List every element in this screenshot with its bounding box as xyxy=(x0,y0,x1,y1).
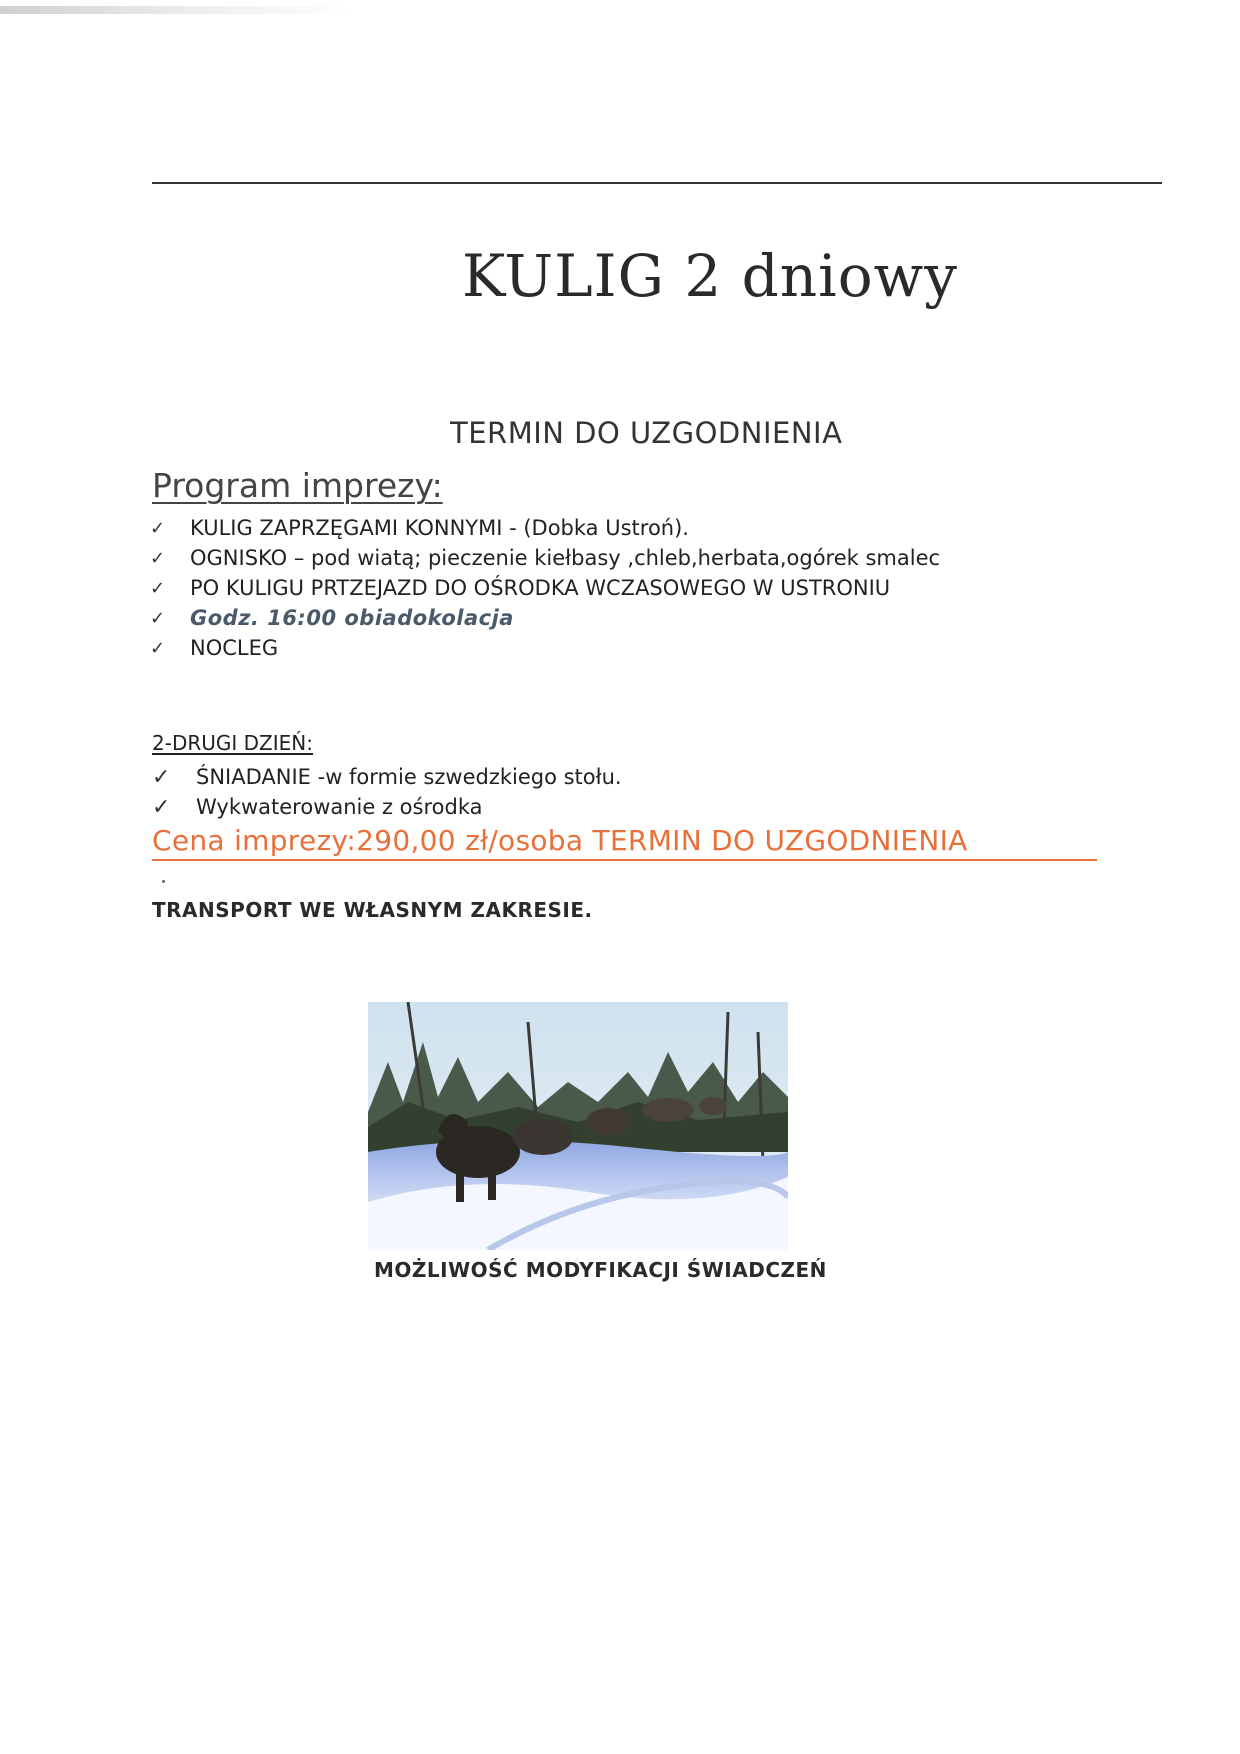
program-heading: Program imprezy: xyxy=(152,466,443,505)
program-item: NOCLEG xyxy=(190,636,279,660)
list-item xyxy=(152,792,622,822)
program-list xyxy=(150,513,940,663)
list-item xyxy=(150,603,940,633)
modification-note: MOŻLIWOŚĆ MODYFIKACJI ŚWIADCZEŃ xyxy=(374,1258,827,1282)
check-icon: ✓ xyxy=(152,764,171,790)
check-icon: ✓ xyxy=(150,577,166,599)
program-item: KULIG ZAPRZĘGAMI KONNYMI - (Dobka Ustroń). xyxy=(190,516,689,540)
top-rule xyxy=(152,182,1162,184)
day2-item: ŚNIADANIE -w formie szwedzkiego stołu. xyxy=(196,765,622,789)
scan-smudge xyxy=(0,6,350,14)
list-item xyxy=(150,543,940,573)
day2-list xyxy=(152,762,622,822)
check-icon: ✓ xyxy=(150,607,166,629)
check-icon: ✓ xyxy=(150,547,166,569)
day2-item: Wykwaterowanie z ośrodka xyxy=(196,795,483,819)
day2-heading: 2-DRUGI DZIEŃ: xyxy=(152,731,313,755)
term-heading: TERMIN DO UZGODNIENIA xyxy=(450,416,843,450)
list-item xyxy=(150,633,940,663)
page-title: KULIG 2 dniowy xyxy=(462,242,959,310)
stray-dot xyxy=(162,880,165,883)
check-icon: ✓ xyxy=(150,637,166,659)
list-item xyxy=(150,573,940,603)
list-item xyxy=(150,513,940,543)
transport-note: TRANSPORT WE WŁASNYM ZAKRESIE. xyxy=(152,898,593,922)
program-item: OGNISKO – pod wiatą; pieczenie kiełbasy ,chleb,herbata,ogórek smalec xyxy=(190,546,941,570)
program-item: PO KULIGU PRTZEJAZD DO OŚRODKA WCZASOWEGO W USTRONIU xyxy=(190,576,891,600)
price-line: Cena imprezy:290,00 zł/osoba TERMIN DO UZGODNIENIA xyxy=(152,824,1097,861)
program-item-hour: Godz. 16:00 obiadokolacja xyxy=(190,606,514,630)
check-icon: ✓ xyxy=(150,517,166,539)
winter-sleigh-photo xyxy=(368,1002,788,1250)
check-icon: ✓ xyxy=(152,794,171,820)
list-item xyxy=(152,762,622,792)
